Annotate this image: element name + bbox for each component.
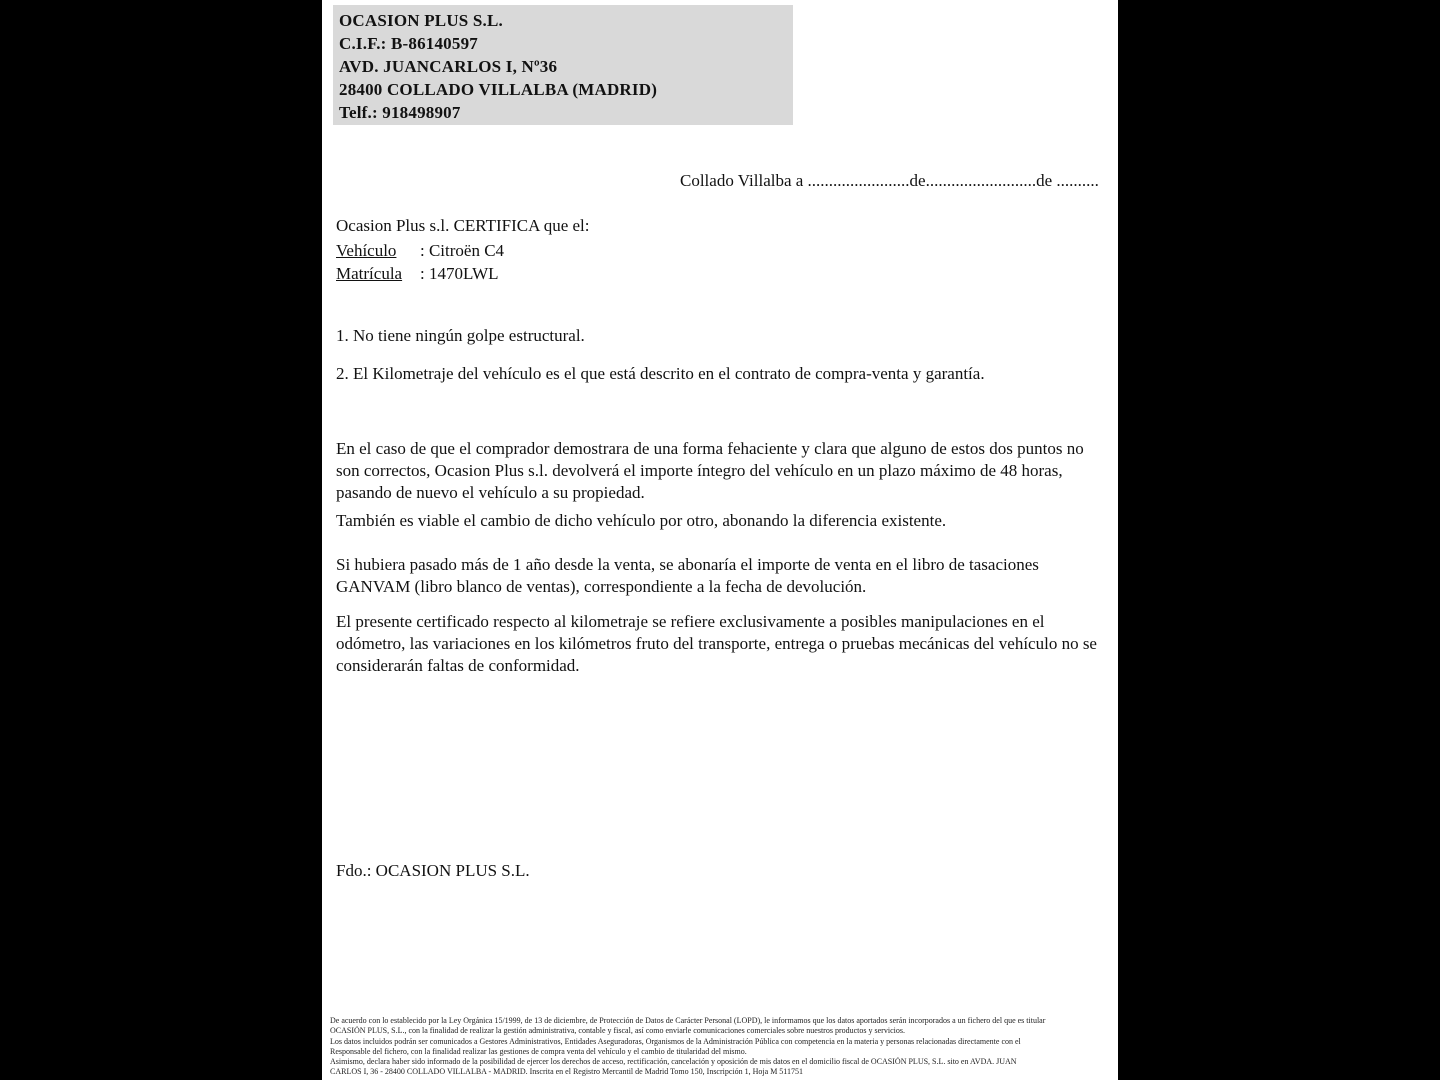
company-cif: C.I.F.: B-86140597 [339,34,478,53]
certified-point-1: 1. No tiene ningún golpe estructural. [336,326,585,345]
company-phone: Telf.: 918498907 [339,103,461,122]
legal-line: Los datos incluidos podrán ser comunicados a Gestores Administrativos, Entidades Aseguradoras, Organismos de la Administración Pública con competencia en la materia y personas relacionadas directamente con el [330,1036,1021,1046]
certificate-page [322,0,1118,1080]
signature-line: Fdo.: OCASION PLUS S.L. [336,861,530,880]
paragraph-odometer-scope: El presente certificado respecto al kilometraje se refiere exclusivamente a posibles manipulaciones en el odómetro, las variaciones en los kilómetros fruto del transporte, entrega o pruebas mecánicas del vehículo no se considerarán faltas de conformidad. [336,612,1097,675]
company-address: AVD. JUANCARLOS I, Nº36 [339,57,558,76]
paragraph-refund-terms: En el caso de que el comprador demostrara de una forma fehaciente y clara que alguno de estos dos puntos no son correctos, Ocasion Plus s.l. devolverá el importe íntegro del vehículo en un plazo máximo de 48 horas, pasando de nuevo el vehículo a su propiedad. [336,439,1084,502]
company-city: 28400 COLLADO VILLALBA (MADRID) [339,80,658,99]
legal-line: CARLOS I, 36 - 28400 COLLADO VILLALBA - MADRID. Inscrita en el Registro Mercantil de Madrid Tomo 150, Inscripción 1, Hoja M 511751 [330,1067,804,1077]
plate-line [336,264,499,284]
date-line: Collado Villalba a ........................de..........................de .......... [680,171,1099,190]
legal-line: Asimismo, declara haber sido informado de la posibilidad de ejercer los derechos de acceso, rectificación, cancelación y oposición de mis datos en el domicilio fiscal de OCASIÓN PLUS, S.L. sito en AVDA. JUAN [330,1057,1017,1067]
vehicle-label: Vehículo [336,241,397,260]
company-name: OCASION PLUS S.L. [339,11,503,30]
plate-label: Matrícula [336,264,403,283]
paragraph-exchange-option: También es viable el cambio de dicho vehículo por otro, abonando la diferencia existente. [336,511,947,530]
legal-line: OCASIÓN PLUS, S.L., con la finalidad de realizar la gestión administrativa, contable y fiscal, así como enviarle comunicaciones comerciales sobre nuestros productos y servicios. [330,1026,905,1036]
legal-disclaimer [330,1016,1114,1078]
legal-line: De acuerdo con lo establecido por la Ley Orgánica 15/1999, de 13 de diciembre, de Protección de Datos de Carácter Personal (LOPD), le informamos que los datos aportados serán incorporados a un fichero del que es titular [330,1016,1046,1025]
plate-value: : 1470LWL [420,264,499,283]
vehicle-value: : Citroën C4 [420,241,505,260]
company-header-box [333,5,793,125]
vehicle-line [336,241,504,261]
paragraph-ganvam-valuation: Si hubiera pasado más de 1 año desde la venta, se abonaría el importe de venta en el libro de tasaciones GANVAM (libro blanco de ventas), correspondiente a la fecha de devolución. [336,555,1039,596]
certified-point-2: 2. El Kilometraje del vehículo es el que está descrito en el contrato de compra-venta y garantía. [336,364,985,383]
certification-intro: Ocasion Plus s.l. CERTIFICA que el: [336,216,590,235]
legal-line: Responsable del fichero, con la finalidad realizar las gestiones de compra venta del vehículo y el cambio de titularidad del mismo. [330,1046,747,1056]
